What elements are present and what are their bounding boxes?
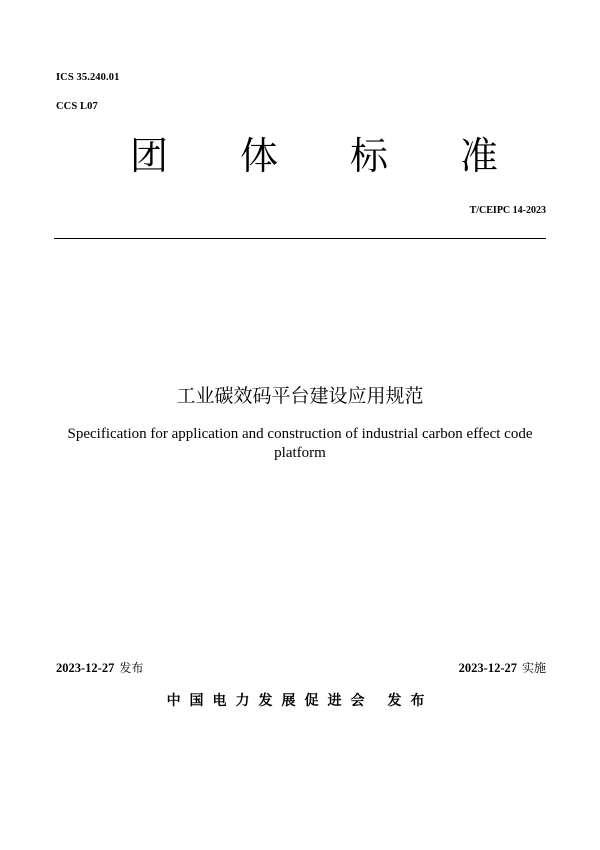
chinese-title: 工业碳效码平台建设应用规范 [176, 385, 424, 407]
issue-date: 2023-12-27 [56, 661, 115, 675]
standard-type-char: 团 [130, 134, 169, 178]
english-title: Specification for application and construction of industrial carbon effect code platform [67, 426, 533, 461]
publisher-gap [374, 693, 388, 709]
issue-label: 发布 [119, 661, 144, 675]
ics-code: ICS 35.240.01 [56, 72, 120, 83]
standard-type-char: 体 [239, 134, 278, 178]
publisher-line [0, 690, 600, 712]
header-divider [54, 238, 546, 239]
publisher-name: 中国电力发展促进会 [166, 693, 374, 709]
implement-label: 实施 [521, 661, 546, 675]
standard-type-char: 准 [459, 134, 498, 178]
standard-type-heading [130, 133, 498, 179]
implement-date: 2023-12-27 [458, 661, 517, 675]
implement-date-line [459, 659, 546, 676]
publisher-action: 发布 [387, 693, 434, 709]
standard-type-char: 标 [349, 134, 388, 178]
issue-date-line [56, 659, 143, 676]
ccs-code: CCS L07 [56, 101, 98, 112]
standard-number: T/CEIPC 14-2023 [469, 205, 546, 216]
